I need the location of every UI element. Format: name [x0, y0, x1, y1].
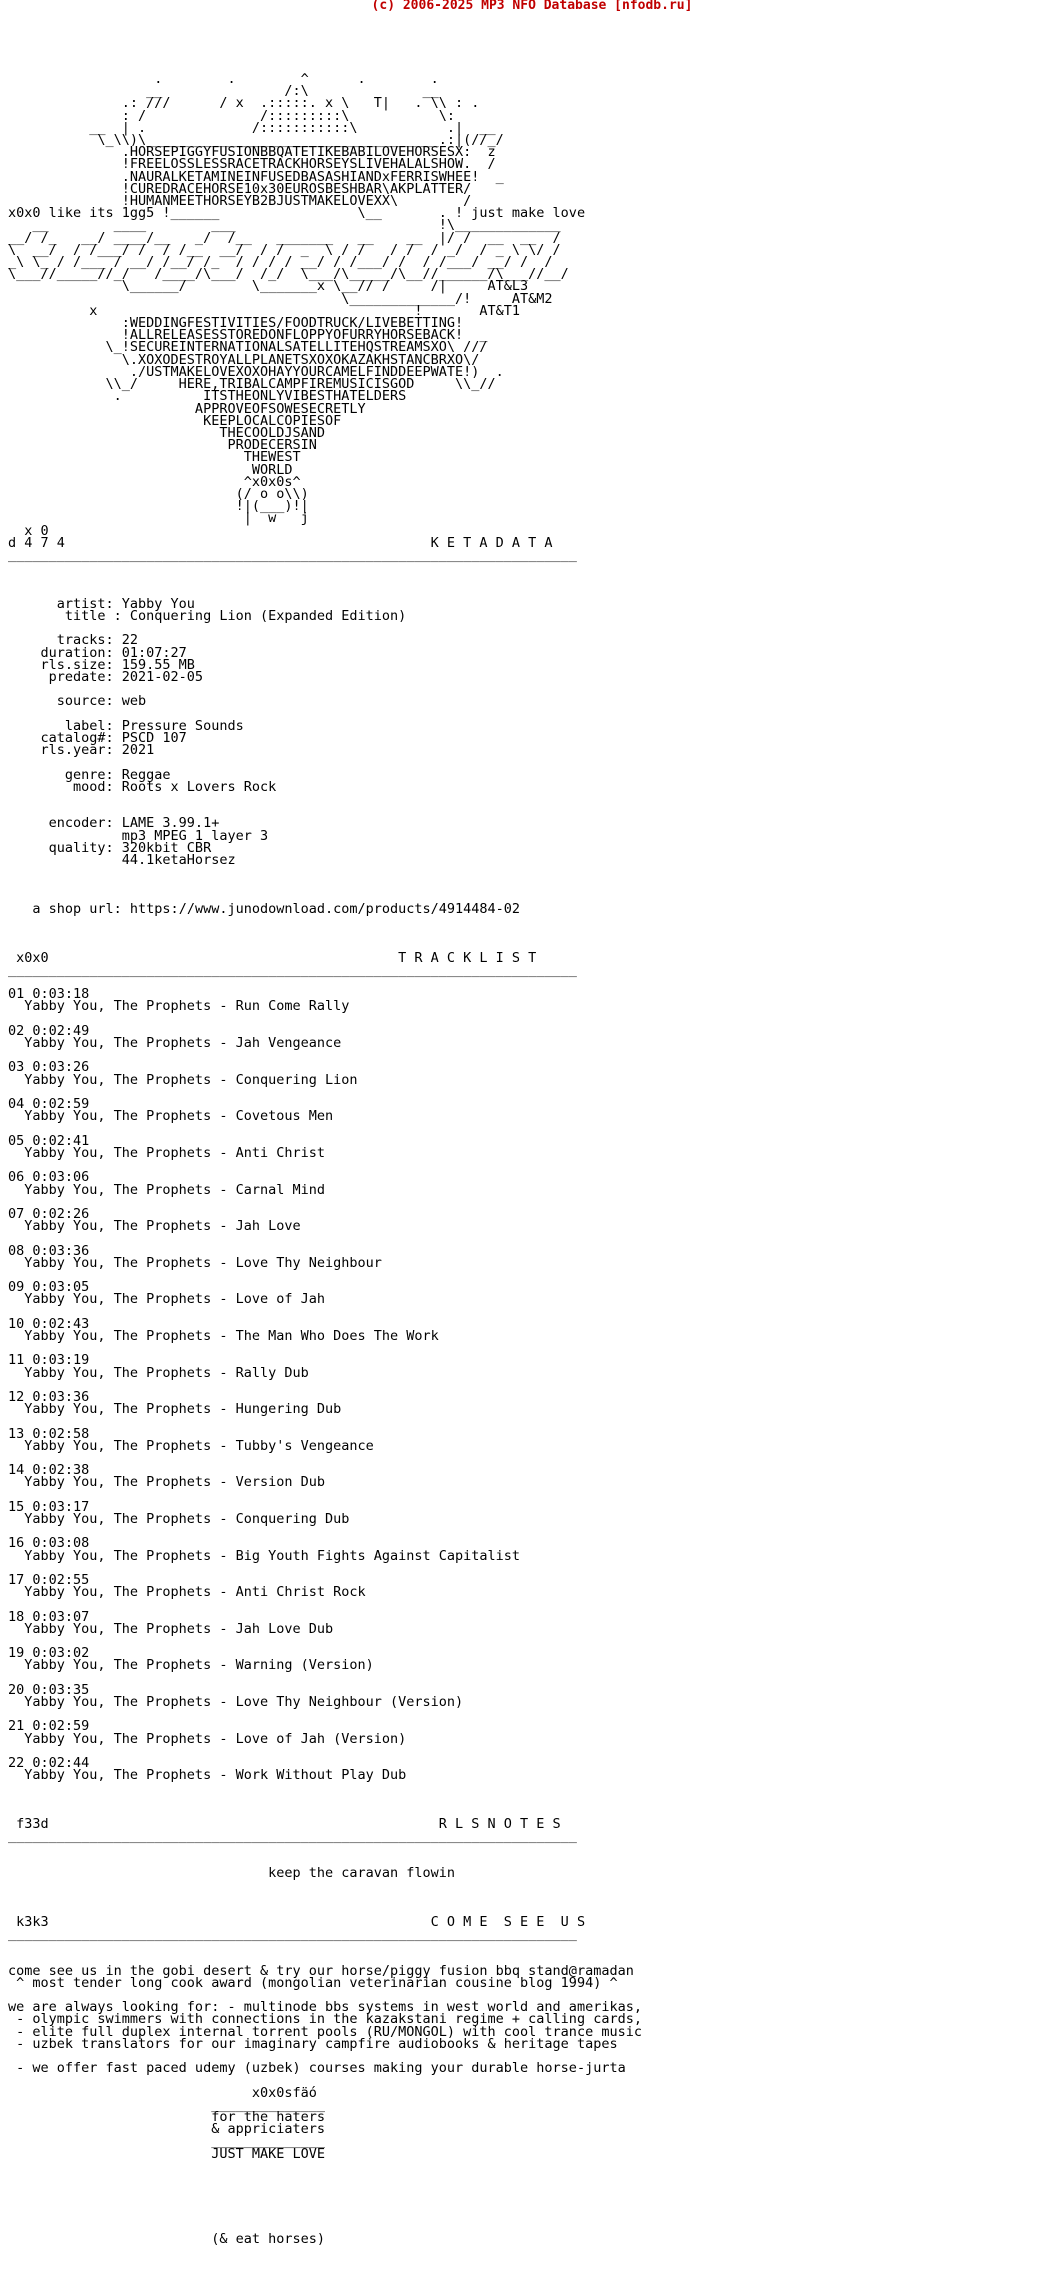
nfo-document — [8, 12, 642, 2245]
site-header: (c) 2006-2025 MP3 NFO Database [nfodb.ru] — [371, 0, 693, 13]
nfo-text-top: . . ^ . . __ /:\ __ .: /// / x .:::::. x \ T| . \\ : . : / /:::::::::\ \: __ | . /:::::::::::\ .| __ \_\\)\____________________________________.:|(//_/ .HORSEPIGGYFUSIONBBQATETIKEBABILOVEHORSESX: z !FREELOSSLESSRACETRACKHORSEYSLIVEHALALSHOW. / .NAURALKETAMINEINFUSEDBASASHIANDxFERRISWHEE! _ !CUREDRACEHORSE10x30EUROSBESHBAR\AKPLATTER/ !HUMANMEETHORSEYB2BJUSTMAKELOVEXX\ / x0x0 like its 1gg5 !______ \__ . ! just make love __ ____ ___ !\_____________ __/ /_ __/ ____/__ _/ /__ _______ __ __ |/ / __ __ / \ __/ / /___/ / / /__ __/ / / _ \ / / / / / _/ / _ \ \/ / _\ \_ / /___ / __/ /__/ /_ / / / / __/ / /___/ / / /___/ __/ / / \___//_____//_/ /____/\___/ /_/ \___/\_____/\__//______/\___//__/ \______/ \_______x \__// / /| AT&L3 \_____________/! AT&M2 x ! AT&T1 :WEDDINGFESTIVITIES/FOODTRUCK/LIVEBETTING! !ALLRELEASESSTOREDONFLOPPYOFURRYHORSEBACK! _ \_!SECUREINTERNATIONALSATELLITEHQSTREAMSXO\ /// \.XOXODESTROYALLPLANETSXOXOKAZAKHSTANCBRXO\/ ./USTMAKELOVEXOXOHAYYOURCAMELFINDDEEPWATE!) . \\_/ HERE,TRIBALCAMPFIREMUSICISGOD \\_// . ITSTHEONLYVIBESTHATELDERS APPROVEOFSOWESECRETLY KEEPLOCALCOPIESOF THECOOLDJSAND PRODECERSIN THEWEST WORLD ^x0x0s^ (/ o o\\) !|(___)!| | w j x 0 d 4 7 4 K E T A D A T A ______________________________________________________________________ artist: Yabby You title : Conquering Lion (Expanded Edition) tracks: 22 duration: 01:07:27 rls.size: 159.55 MB predate: 2021-02-05 source: web label: Pressure Sounds catalog#: PSCD 107 rls.year: 2021 genre: Reggae mood: Roots x Lovers Rock encoder: LAME 3.99.1+ mp3 MPEG 1 layer 3 quality: 320kbit CBR 44.1ketaHorsez a shop url: — [8, 71, 586, 917]
shop-url-link[interactable]: https://www.junodownload.com/products/4914484-02 — [129, 900, 521, 917]
nfo-text-bottom: x0x0 T R A C K L I S T ______________________________________________________________________ 01 0:03:18 Yabby You, The Prophets - Run Come Rally 02 0:02:49 Yabby You, The Prophets - Jah Vengeance 03 0:03:26 Yabby You, The Prophets - Conquering Lion 04 0:02:59 Yabby You, The Prophets - Covetous Men 05 0:02:41 Yabby You, The Prophets - Anti Christ 06 0:03:06 Yabby You, The Prophets - Carnal Mind 07 0:02:26 Yabby You, The Prophets - Jah Love 08 0:03:36 Yabby You, The Prophets - Love Thy Neighbour 09 0:03:05 Yabby You, The Prophets - Love of Jah 10 0:02:43 Yabby You, The Prophets - The Man Who Does The Work 11 0:03:19 Yabby You, The Prophets - Rally Dub 12 0:03:36 Yabby You, The Prophets - Hungering Dub 13 0:02:58 Yabby You, The Prophets - Tubby's Vengeance 14 0:02:38 Yabby You, The Prophets - Version Dub 15 0:03:17 Yabby You, The Prophets - Conquering Dub 16 0:03:08 Yabby You, The Prophets - Big Youth Fights Against Capitalist 17 0:02:55 Yabby You, The Prophets - Anti Christ Rock 18 0:03:07 Yabby You, The Prophets - Jah Love Dub 19 0:03:02 Yabby You, The Prophets - Warning (Version) 20 0:03:35 Yabby You, The Prophets - Love Thy Neighbour (Version) 21 0:02:59 Yabby You, The Prophets - Love of Jah (Version) 22 0:02:44 Yabby You, The Prophets - Work Without Play Dub f33d R L S N O T E S ______________________________________________________________________ keep the caravan flowin k3k3 C O M E S E E U S ______________________________________________________________________ come see us in the gobi desert & try our horse/piggy fusion bbq stand@ramadan ^ most tender long cook award (mongolian veterinarian cousine blog 1994) ^ we are always looking for: - multinode bbs systems in west world and amerikas, - olympic swimmers with connections in the kazakstani regime + calling cards, - elite full duplex internal torrent pools (RU/MONGOL) with cool trance music - uzbek translators for our imaginary campfire audiobooks & heritage tapes - we offer fast paced udemy (uzbek) courses making your durable horse-jurta x0x0sfäó ______________ for the haters & appriciaters ______________ JUST MAKE LOVE (& eat horses) — [8, 949, 642, 2247]
